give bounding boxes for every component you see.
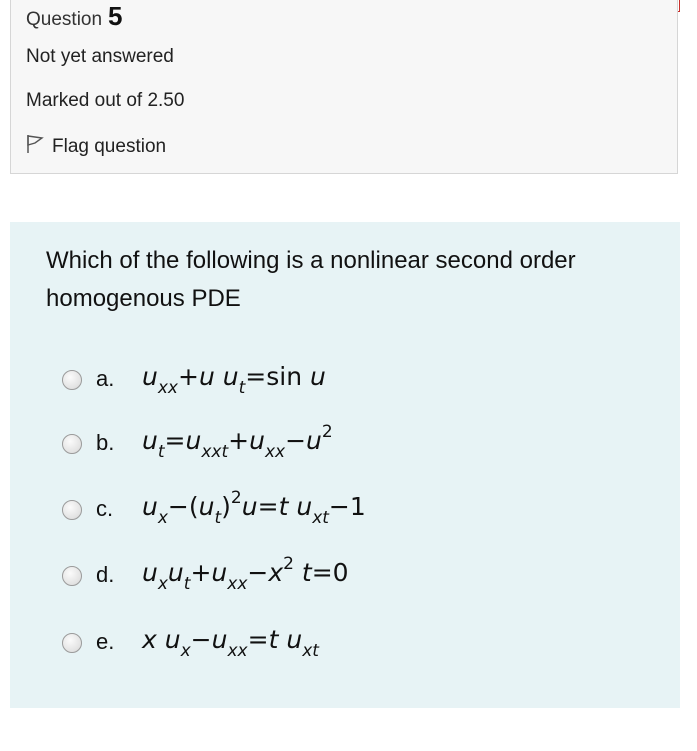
radio-option-b[interactable] [62,434,82,454]
option-equation-b: $u_t=u_{xxt}+u_{xx}-u^2$ [142,422,333,462]
option-equation-e: x $u_x-u_{xx}=t$ $u_{xt}$ [142,625,319,661]
question-info-panel [10,0,678,174]
question-content [10,222,680,708]
flag-question-link[interactable] [26,134,166,160]
answer-option-a[interactable] [62,360,326,400]
question-text: Which of the following is a nonlinear second order homogenous PDE [46,247,576,312]
option-letter-b: b. [96,430,115,455]
answer-option-d[interactable] [62,554,349,596]
radio-option-a[interactable] [62,370,82,390]
answer-option-e[interactable] [62,623,319,663]
question-grade: Marked out of 2.50 [26,90,185,111]
radio-option-e[interactable] [62,633,82,653]
question-number: 5 [108,1,123,31]
question-heading [26,1,123,32]
option-equation-a: $u_{xx}+u$ $u_t=\sin$ u [142,362,326,398]
radio-option-d[interactable] [62,566,82,586]
option-letter-d: d. [96,562,115,587]
option-equation-d: $u_xu_t+u_{xx}-x^2$ t=0 [142,554,349,594]
answer-option-c[interactable] [62,488,366,530]
option-letter-a: a. [96,366,115,391]
question-state: Not yet answered [26,46,174,67]
option-letter-e: e. [96,629,115,654]
option-equation-c: $u_x-(u_t)^2u=t$ $u_{xt}-1$ [142,488,366,528]
flag-icon [26,134,52,160]
question-label: Question [26,9,103,30]
option-letter-c: c. [96,496,114,521]
radio-option-c[interactable] [62,500,82,520]
answer-option-b[interactable] [62,422,333,464]
flag-question-label: Flag question [52,136,167,157]
